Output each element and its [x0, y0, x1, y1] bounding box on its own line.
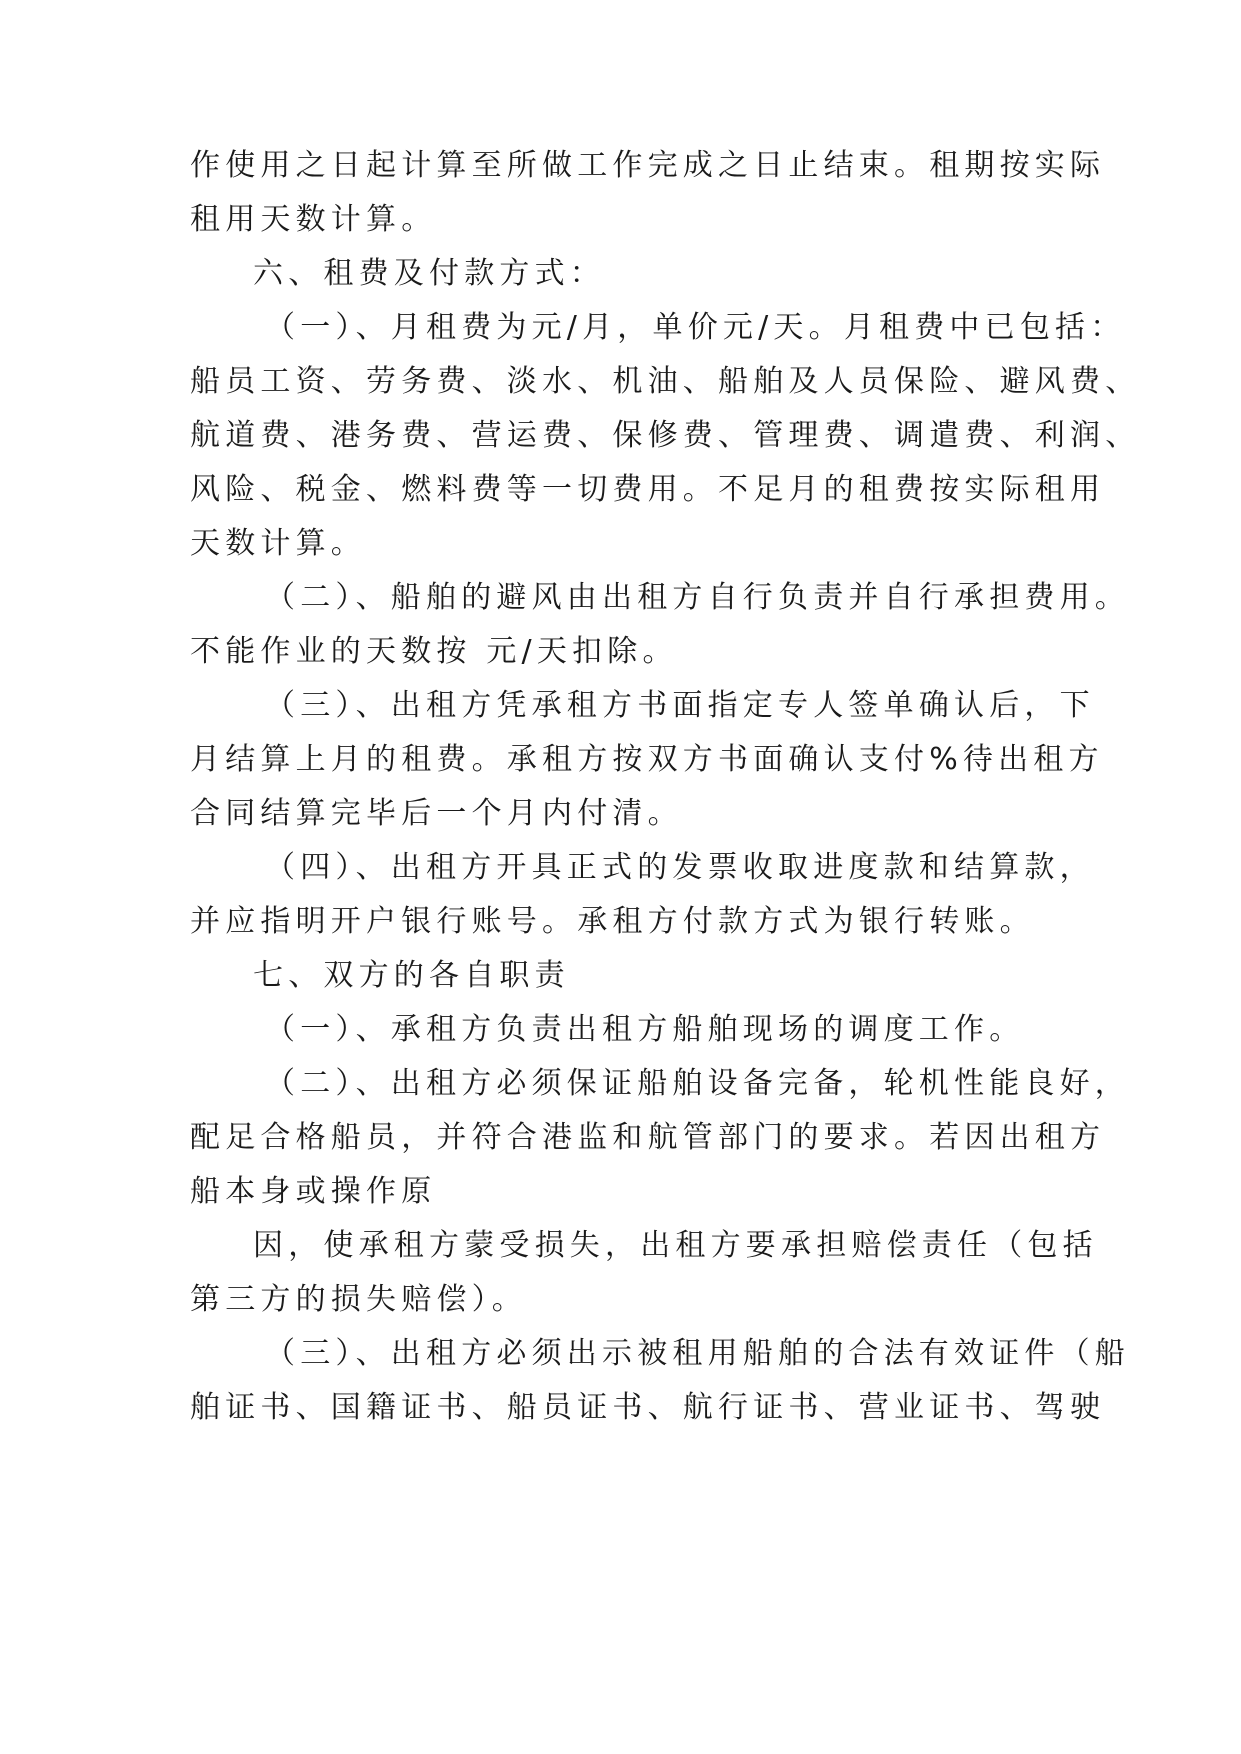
text-line: 船员工资、劳务费、淡水、机油、船舶及人员保险、避风费、 — [190, 364, 1141, 399]
text-line: 舶证书、国籍证书、船员证书、航行证书、营业证书、驾驶 — [190, 1390, 1106, 1425]
text-line: 租用天数计算。 — [190, 202, 437, 237]
text-line: 风险、税金、燃料费等一切费用。不足月的租费按实际租用 — [190, 472, 1106, 507]
text-line: 不能作业的天数按 元/天扣除。 — [190, 634, 678, 669]
section-heading: 六、租费及付款方式： — [253, 256, 605, 291]
text-line: （二）、船舶的避风由出租方自行负责并自行承担费用。 — [265, 580, 1130, 615]
text-line: 月结算上月的租费。承租方按双方书面确认支付%待出租方 — [190, 742, 1104, 777]
text-line: 第三方的损失赔偿）。 — [190, 1282, 527, 1317]
text-line: 因，使承租方蒙受损失，出租方要承担赔偿责任（包括 — [253, 1228, 1098, 1263]
text-line: （一）、月租费为元/月，单价元/天。月租费中已包括： — [265, 310, 1126, 345]
text-line: 作使用之日起计算至所做工作完成之日止结束。租期按实际 — [190, 148, 1106, 183]
text-line: （一）、承租方负责出租方船舶现场的调度工作。 — [265, 1012, 1025, 1047]
text-line: 天数计算。 — [190, 526, 366, 561]
text-line: （四）、出租方开具正式的发票收取进度款和结算款， — [265, 850, 1095, 885]
text-line: 合同结算完毕后一个月内付清。 — [190, 796, 683, 831]
text-line: 并应指明开户银行账号。承租方付款方式为银行转账。 — [190, 904, 1035, 939]
text-line: 航道费、港务费、营运费、保修费、管理费、调遣费、利润、 — [190, 418, 1141, 453]
text-line: （三）、出租方凭承租方书面指定专人签单确认后，下 — [265, 688, 1095, 723]
text-line: （三）、出租方必须出示被租用船舶的合法有效证件（船 — [265, 1336, 1130, 1371]
text-line: 配足合格船员，并符合港监和航管部门的要求。若因出租方 — [190, 1120, 1106, 1155]
text-line: 船本身或操作原 — [190, 1174, 437, 1209]
section-heading: 七、双方的各自职责 — [253, 958, 570, 993]
text-line: （二）、出租方必须保证船舶设备完备，轮机性能良好， — [265, 1066, 1130, 1101]
